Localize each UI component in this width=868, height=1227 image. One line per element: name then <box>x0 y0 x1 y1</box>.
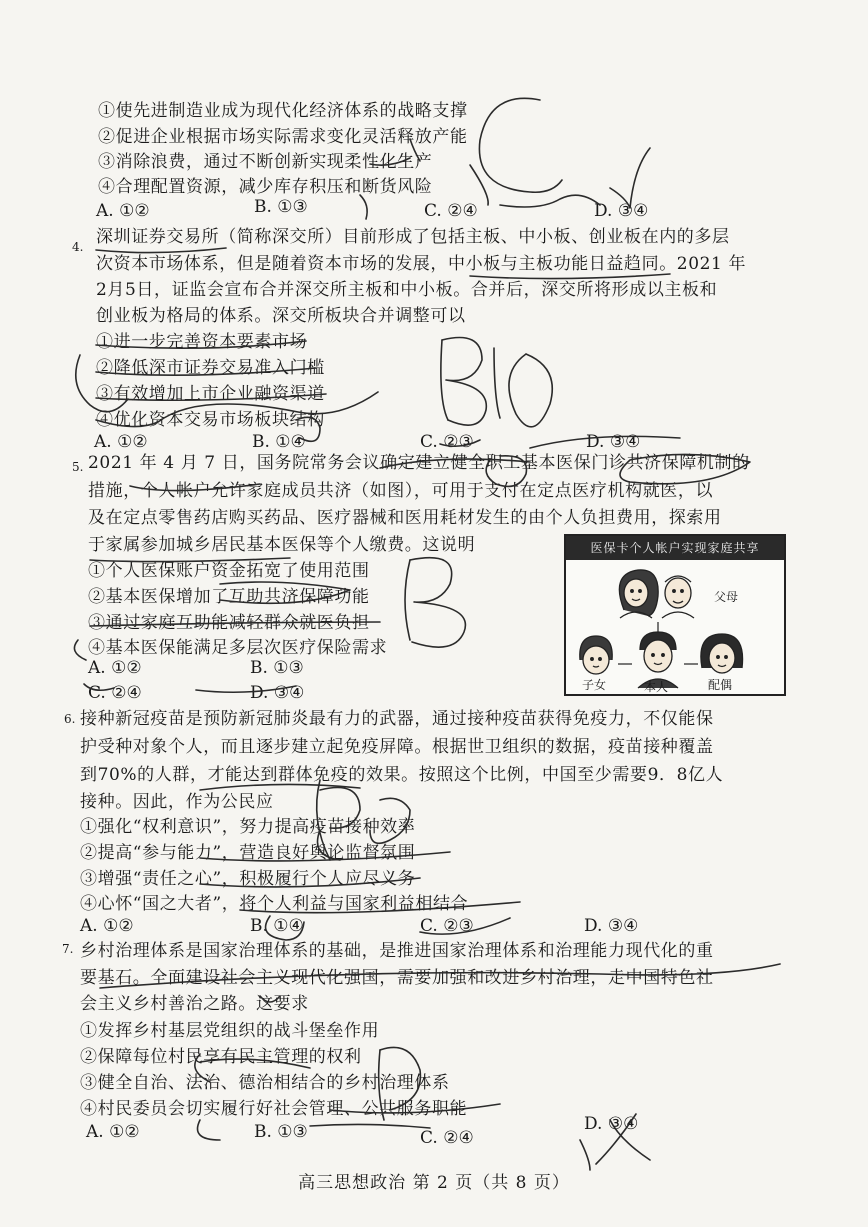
q6-choice-c[interactable]: C. ②③ <box>420 916 474 936</box>
label-spouse: 配偶 <box>708 678 733 692</box>
q6-option-2: ②提高“参与能力”，营造良好舆论监督氛围 <box>80 843 416 863</box>
q5-option-3: ③通过家庭互助能减轻群众就医负担 <box>88 613 370 633</box>
q6-option-3: ③增强“责任之心”，积极履行个人应尽义务 <box>80 869 416 889</box>
q5-stem-line-3: 及在定点零售药店购买药品、医疗器械和医用耗材发生的由个人负担费用，探索用 <box>88 508 722 528</box>
q4-stem-line-1: 深圳证券交易所（简称深交所）目前形成了包括主板、中小板、创业板在内的多层 <box>96 227 730 247</box>
label-child: 子女 <box>582 678 607 692</box>
q7-option-3: ③健全自治、法治、德治相结合的乡村治理体系 <box>80 1073 450 1093</box>
q3-option-3: ③消除浪费，通过不断创新实现柔性化生产 <box>98 152 433 172</box>
q5-choice-a[interactable]: A. ①② <box>88 658 142 678</box>
q7-stem-line-3: 会主义乡村善治之路。这要求 <box>80 994 309 1014</box>
q4-stem-line-2: 次资本市场体系，但是随着资本市场的发展，中小板与主板功能日益趋同。2021 年 <box>96 254 747 274</box>
q6-choice-b[interactable]: B. ①④ <box>250 916 304 936</box>
q6-stem-line-2: 护受种对象个人，而且逐步建立起免疫屏障。根据世卫组织的数据，疫苗接种覆盖 <box>80 737 714 757</box>
label-self: 本人 <box>644 680 669 694</box>
q3-option-1: ①使先进制造业成为现代化经济体系的战略支撑 <box>98 101 468 121</box>
q6-option-1: ①强化“权利意识”，努力提高疫苗接种效率 <box>80 817 416 837</box>
q7-option-4: ④村民委员会切实履行好社会管理、公共服务职能 <box>80 1099 468 1119</box>
q6-stem-line-1: 接种新冠疫苗是预防新冠肺炎最有力的武器，通过接种疫苗获得免疫力，不仅能保 <box>80 709 714 729</box>
q6-choice-a[interactable]: A. ①② <box>80 916 134 936</box>
q7-stem-line-1: 乡村治理体系是国家治理体系的基础，是推进国家治理体系和治理能力现代化的重 <box>80 941 714 961</box>
q3-choice-c[interactable]: C. ②④ <box>424 201 478 221</box>
q4-option-2: ②降低深市证券交易准入门槛 <box>96 358 325 378</box>
q6-stem-line-4: 接种。因此，作为公民应 <box>80 792 274 812</box>
q6-number: 6. <box>64 712 76 726</box>
q5-stem-line-1: 2021 年 4 月 7 日，国务院常务会议确定建立健全职工基本医保门诊共济保障机制的 <box>88 453 750 473</box>
q7-choice-a[interactable]: A. ①② <box>86 1122 140 1142</box>
q7-number: 7. <box>62 942 74 956</box>
q3-choice-d[interactable]: D. ③④ <box>594 201 649 221</box>
q5-choice-c[interactable]: C. ②④ <box>88 683 142 703</box>
q4-choice-c[interactable]: C. ②③ <box>420 432 474 452</box>
q4-option-3: ③有效增加上市企业融资渠道 <box>96 384 325 404</box>
q7-choice-b[interactable]: B. ①③ <box>254 1122 308 1142</box>
q5-number: 5. <box>72 460 84 474</box>
q4-stem-line-3: 2月5日，证监会宣布合并深交所主板和中小板。合并后，深交所将形成以主板和 <box>96 280 718 300</box>
q5-choice-b[interactable]: B. ①③ <box>250 658 304 678</box>
q4-stem-line-4: 创业板为格局的体系。深交所板块合并调整可以 <box>96 306 466 326</box>
q6-stem-line-3: 到70%的人群，才能达到群体免疫的效果。按照这个比例，中国至少需要9．8亿人 <box>80 765 724 785</box>
spouse-icon <box>701 634 743 673</box>
q4-number: 4. <box>72 240 84 254</box>
q7-choice-d[interactable]: D. ③④ <box>584 1114 639 1134</box>
q4-choice-a[interactable]: A. ①② <box>94 432 148 452</box>
q5-option-1: ①个人医保账户资金拓宽了使用范围 <box>88 561 370 581</box>
q3-choice-b[interactable]: B. ①③ <box>254 197 308 217</box>
figure-title: 医保卡个人帐户实现家庭共享 <box>566 536 784 560</box>
q5-option-2: ②基本医保增加了互助共济保障功能 <box>88 587 370 607</box>
q7-choice-c[interactable]: C. ②④ <box>420 1128 474 1148</box>
family-sharing-figure <box>564 534 786 696</box>
child-icon <box>580 636 612 674</box>
q4-option-1: ①进一步完善资本要素市场 <box>96 332 308 352</box>
q4-option-4: ④优化资本交易市场板块结构 <box>96 410 325 430</box>
q7-stem-line-2: 要基石。全面建设社会主义现代化强国，需要加强和改进乡村治理，走中国特色社 <box>80 968 714 988</box>
label-parents: 父母 <box>714 590 739 604</box>
q5-option-4: ④基本医保能满足多层次医疗保险需求 <box>88 638 388 658</box>
parents-icon <box>619 570 694 618</box>
q4-choice-d[interactable]: D. ③④ <box>586 432 641 452</box>
q7-option-2: ②保障每位村民享有民主管理的权利 <box>80 1047 362 1067</box>
q3-choice-a[interactable]: A. ①② <box>96 201 150 221</box>
q4-choice-b[interactable]: B. ①④ <box>252 432 306 452</box>
page-footer: 高三思想政治 第 2 页（共 8 页） <box>298 1173 570 1193</box>
q3-option-2: ②促进企业根据市场实际需求变化灵活释放产能 <box>98 127 468 147</box>
q6-choice-d[interactable]: D. ③④ <box>584 916 639 936</box>
q5-choice-d[interactable]: D. ③④ <box>250 683 305 703</box>
q5-stem-line-2: 措施，个人帐户允许家庭成员共济（如图），可用于支付在定点医疗机构就医，以 <box>88 481 714 501</box>
q6-option-4: ④心怀“国之大者”，将个人利益与国家利益相结合 <box>80 894 469 914</box>
q5-stem-line-4: 于家属参加城乡居民基本医保等个人缴费。这说明 <box>88 535 476 555</box>
q3-option-4: ④合理配置资源，减少库存积压和断货风险 <box>98 177 433 197</box>
q7-option-1: ①发挥乡村基层党组织的战斗堡垒作用 <box>80 1021 380 1041</box>
